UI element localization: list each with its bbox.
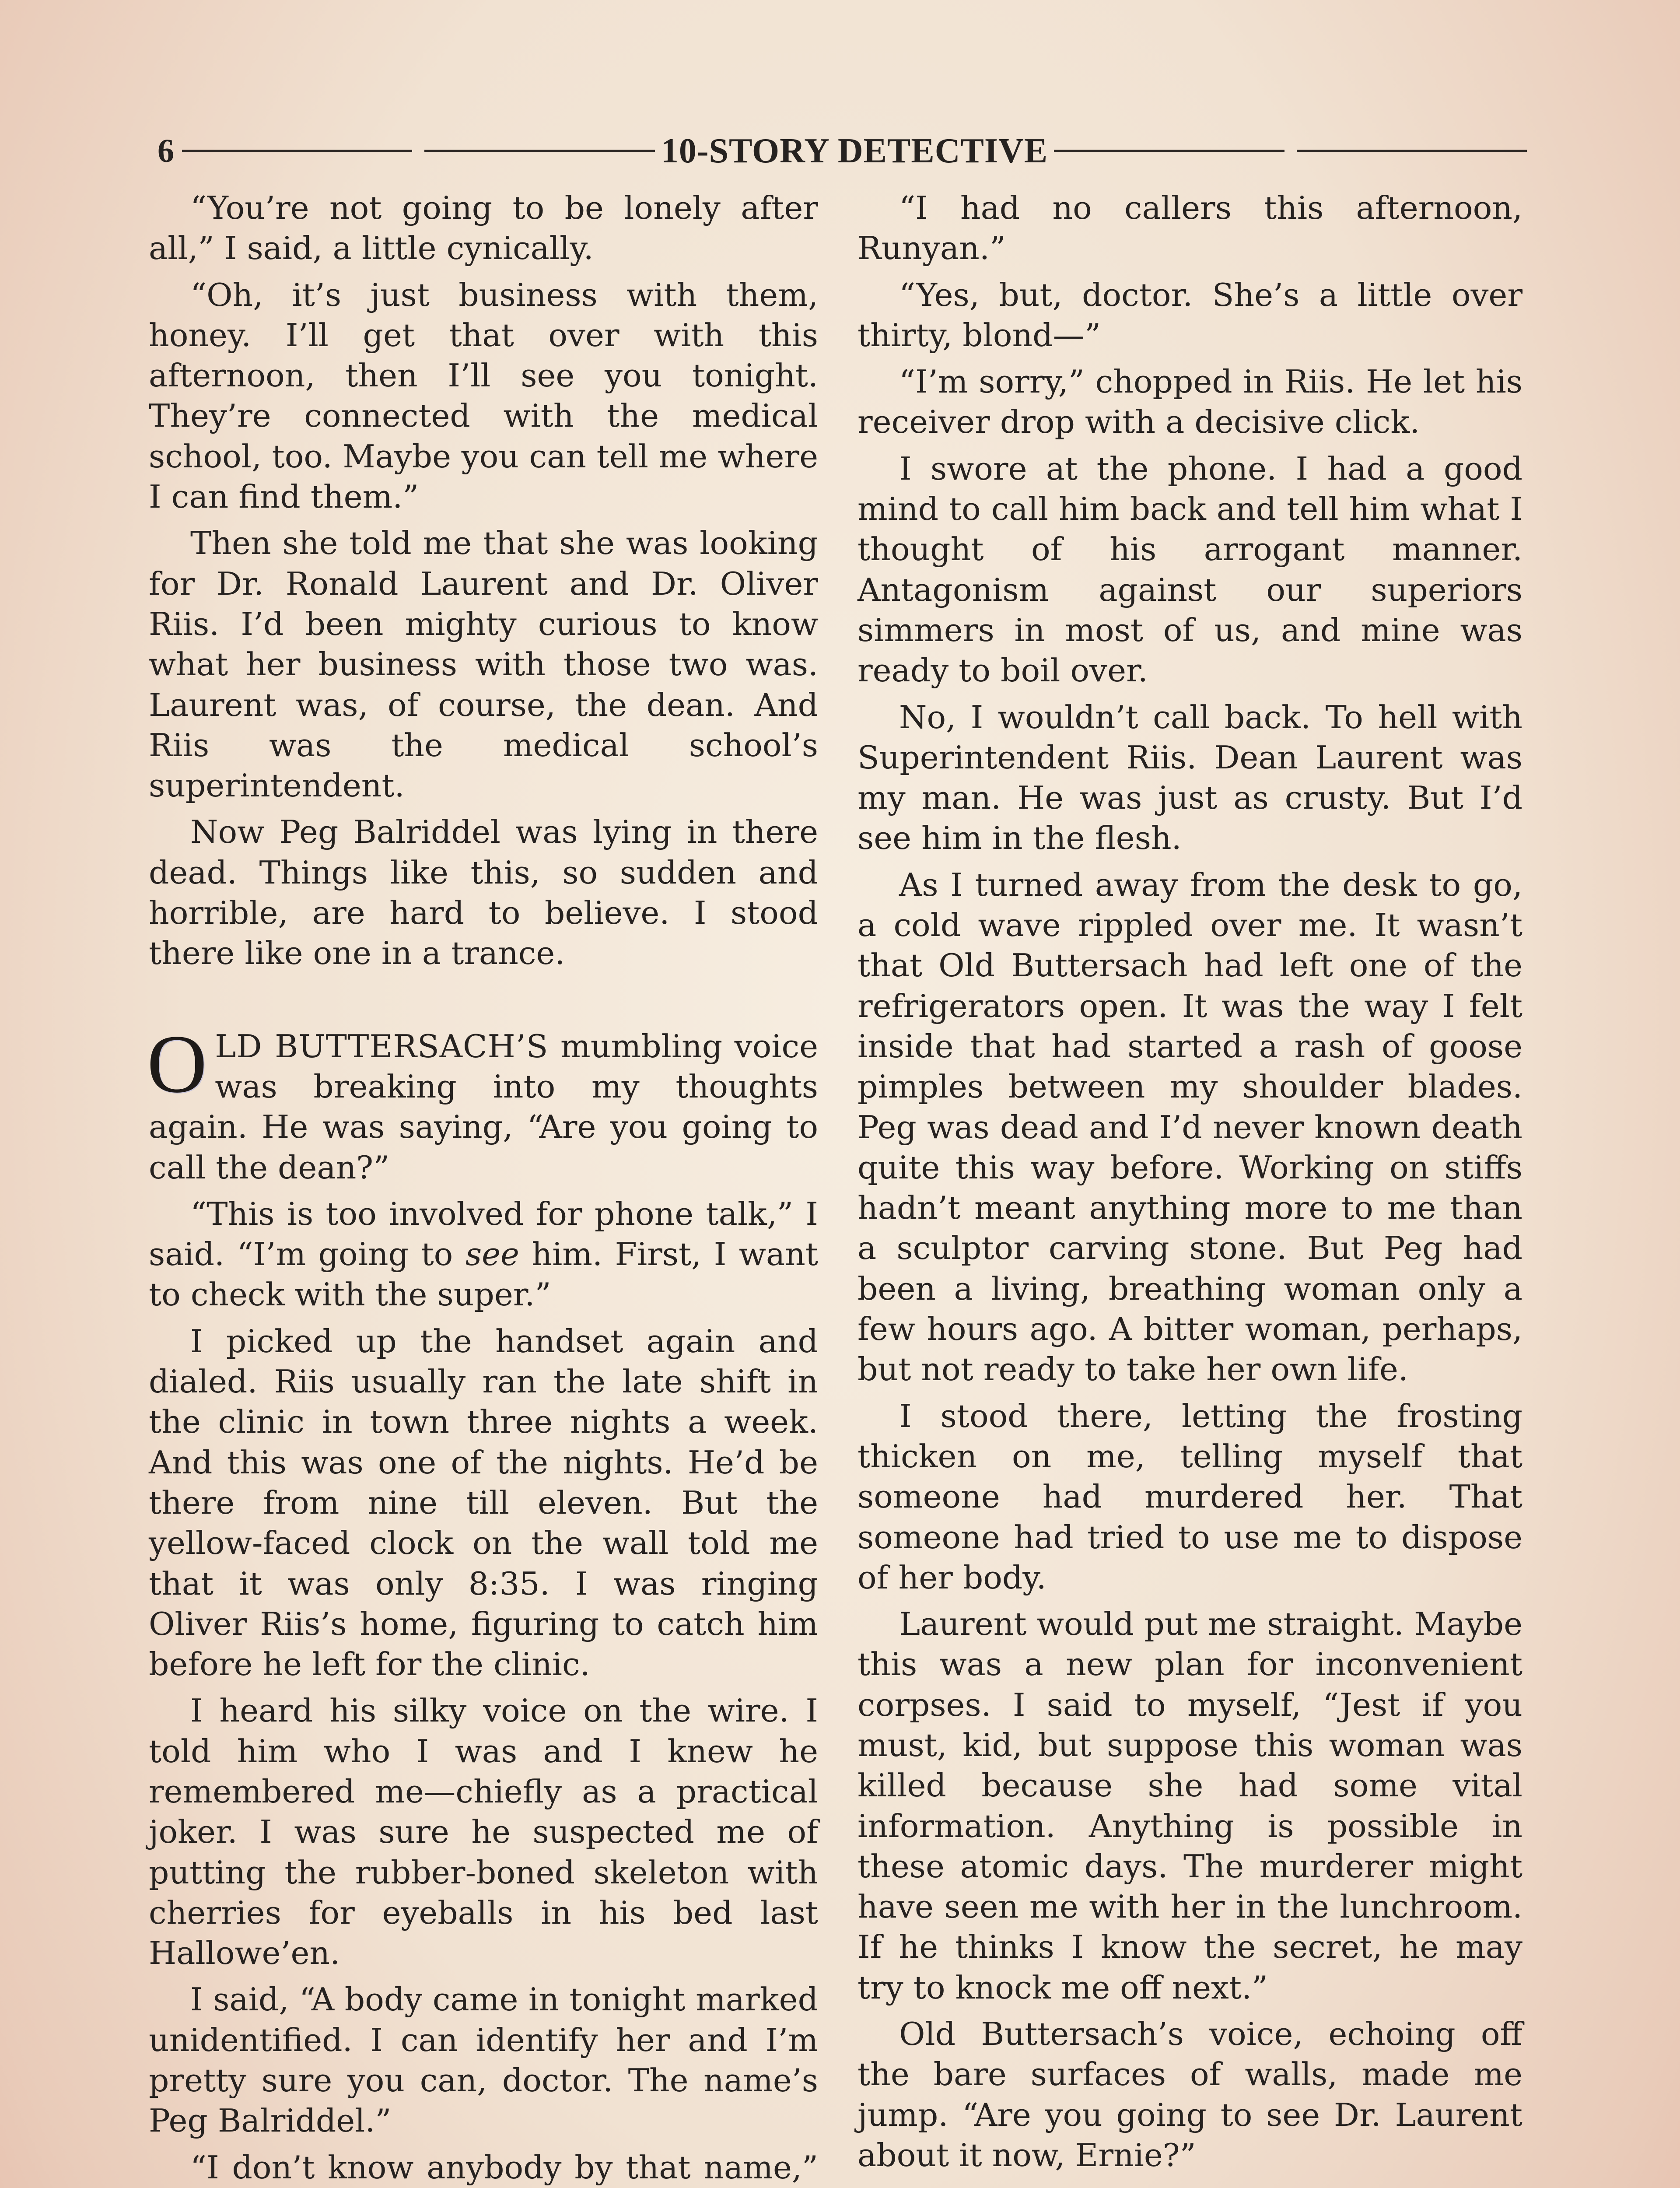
paragraph: No, I wouldn’t call back. To hell with Superintendent Riis. Dean Laurent was my man. He was just as crusty. But I’d see him in the flesh. — [858, 699, 1522, 857]
page-number: 6 — [158, 132, 174, 169]
paragraph: “I’m sorry,” chopped in Riis. He let his receiver drop with a decisive click. — [858, 364, 1522, 441]
right-column — [858, 188, 1522, 2182]
paragraph: “You’re not going to be lonely after all,” I said, a little cynically. — [149, 190, 818, 267]
drop-cap: O — [147, 1018, 207, 1110]
paragraph: Now Peg Balriddel was lying in there dead. Things like this, so sudden and horrible, are hard to believe. I stood there like one in a trance. — [149, 814, 818, 972]
left-column — [149, 188, 818, 2188]
paragraph: “Yes, but, doctor. She’s a little over thirty, blond—” — [858, 277, 1522, 354]
paragraph-text: “This is too involved for phone talk,” I said. “I’m going to — [149, 1196, 818, 1273]
paragraph: I picked up the handset again and dialed. Riis usually ran the late shift in the clinic in town three nights a week. And this was one of the nights. He’d be there from nine till eleven. But the yellow-faced clock on the wall told me that it was only 8:35. I was ringing Oliver Riis’s home, figuring to catch him before he left for the clinic. — [149, 1323, 818, 1683]
paragraph — [149, 1194, 818, 1315]
lead-in: LD BUTTERSACH’S — [215, 1028, 549, 1065]
paragraph: As I turned away from the desk to go, a cold wave rippled over me. It wasn’t that Old Buttersach had left one of the refrigerators open. It was the way I felt inside that had started a rash of goose pimples between my shoulder blades. Peg was dead and I’d never known death quite this way before. Working on stiffs hadn’t meant anything more to me than a sculptor carving stone. But Peg had been a living, breathing woman only a few hours ago. A bitter woman, perhaps, but not ready to take her own life. — [858, 866, 1522, 1389]
header-rule-left-2 — [424, 150, 654, 152]
header-rule-left-1 — [182, 150, 412, 152]
paragraph: Then she told me that she was looking for Dr. Ronald Laurent and Dr. Oliver Riis. I’d been mighty curious to know what her business with those two was. Laurent was, of course, the dean. And Riis was the medical school’s superintendent. — [149, 525, 818, 805]
paragraph: I said, “A body came in tonight marked unidentified. I can identify her and I’m pretty sure you can, doctor. The name’s Peg Balriddel.” — [149, 1981, 818, 2140]
paragraph: I stood there, letting the frosting thicken on me, telling myself that someone had murdered her. That someone had tried to use me to dispose of her body. — [858, 1398, 1522, 1596]
paragraph: “I had no callers this afternoon, Runyan.” — [858, 190, 1522, 267]
paragraph: “Oh, it’s just business with them, honey. I’ll get that over with this afternoon, then I’ll see you tonight. They’re connected with the medical school, too. Maybe you can tell me where I can find them.” — [149, 277, 818, 516]
running-header — [158, 127, 1527, 175]
paragraph: I swore at the phone. I had a good mind to call him back and tell him what I thought of his arrogant manner. Antagonism against our superiors simmers in most of us, and mine was ready to boil over. — [858, 450, 1522, 690]
paragraph: Laurent would put me straight. Maybe this was a new plan for inconvenient corpses. I said to myself, “Jest if you must, kid, but suppose this woman was killed because she had some vital information. Anything is possible in these atomic days. The murderer might have seen me with her in the lunchroom. If he thinks I know the secret, he may try to knock me off next.” — [858, 1606, 1522, 2006]
section-start-paragraph — [147, 1018, 818, 1188]
paragraph-text: mumbling voice was breaking into my thoughts again. He was saying, “Are you going to call the dean?” — [149, 1028, 818, 1186]
emphasis-text: see — [465, 1236, 519, 1273]
header-rule-right-1 — [1054, 150, 1284, 152]
paragraph: I heard his silky voice on the wire. I told him who I was and I knew he remembered me—chiefly as a practical joker. I was sure he suspected me of putting the rubber-boned skeleton with cherries for eyeballs in his bed last Hallowe’en. — [149, 1693, 818, 1972]
paragraph: Old Buttersach’s voice, echoing off the bare surfaces of walls, made me jump. “Are you going to see Dr. Laurent about it now, Ernie?” — [858, 2016, 1522, 2174]
header-rule-right-2 — [1297, 150, 1527, 152]
running-title: 10-STORY DETECTIVE — [661, 131, 1048, 170]
paragraph: “I don’t know anybody by that name,” — [190, 2149, 818, 2186]
paragraph-text: him. First, I want to check with the super.” — [149, 1236, 818, 1314]
